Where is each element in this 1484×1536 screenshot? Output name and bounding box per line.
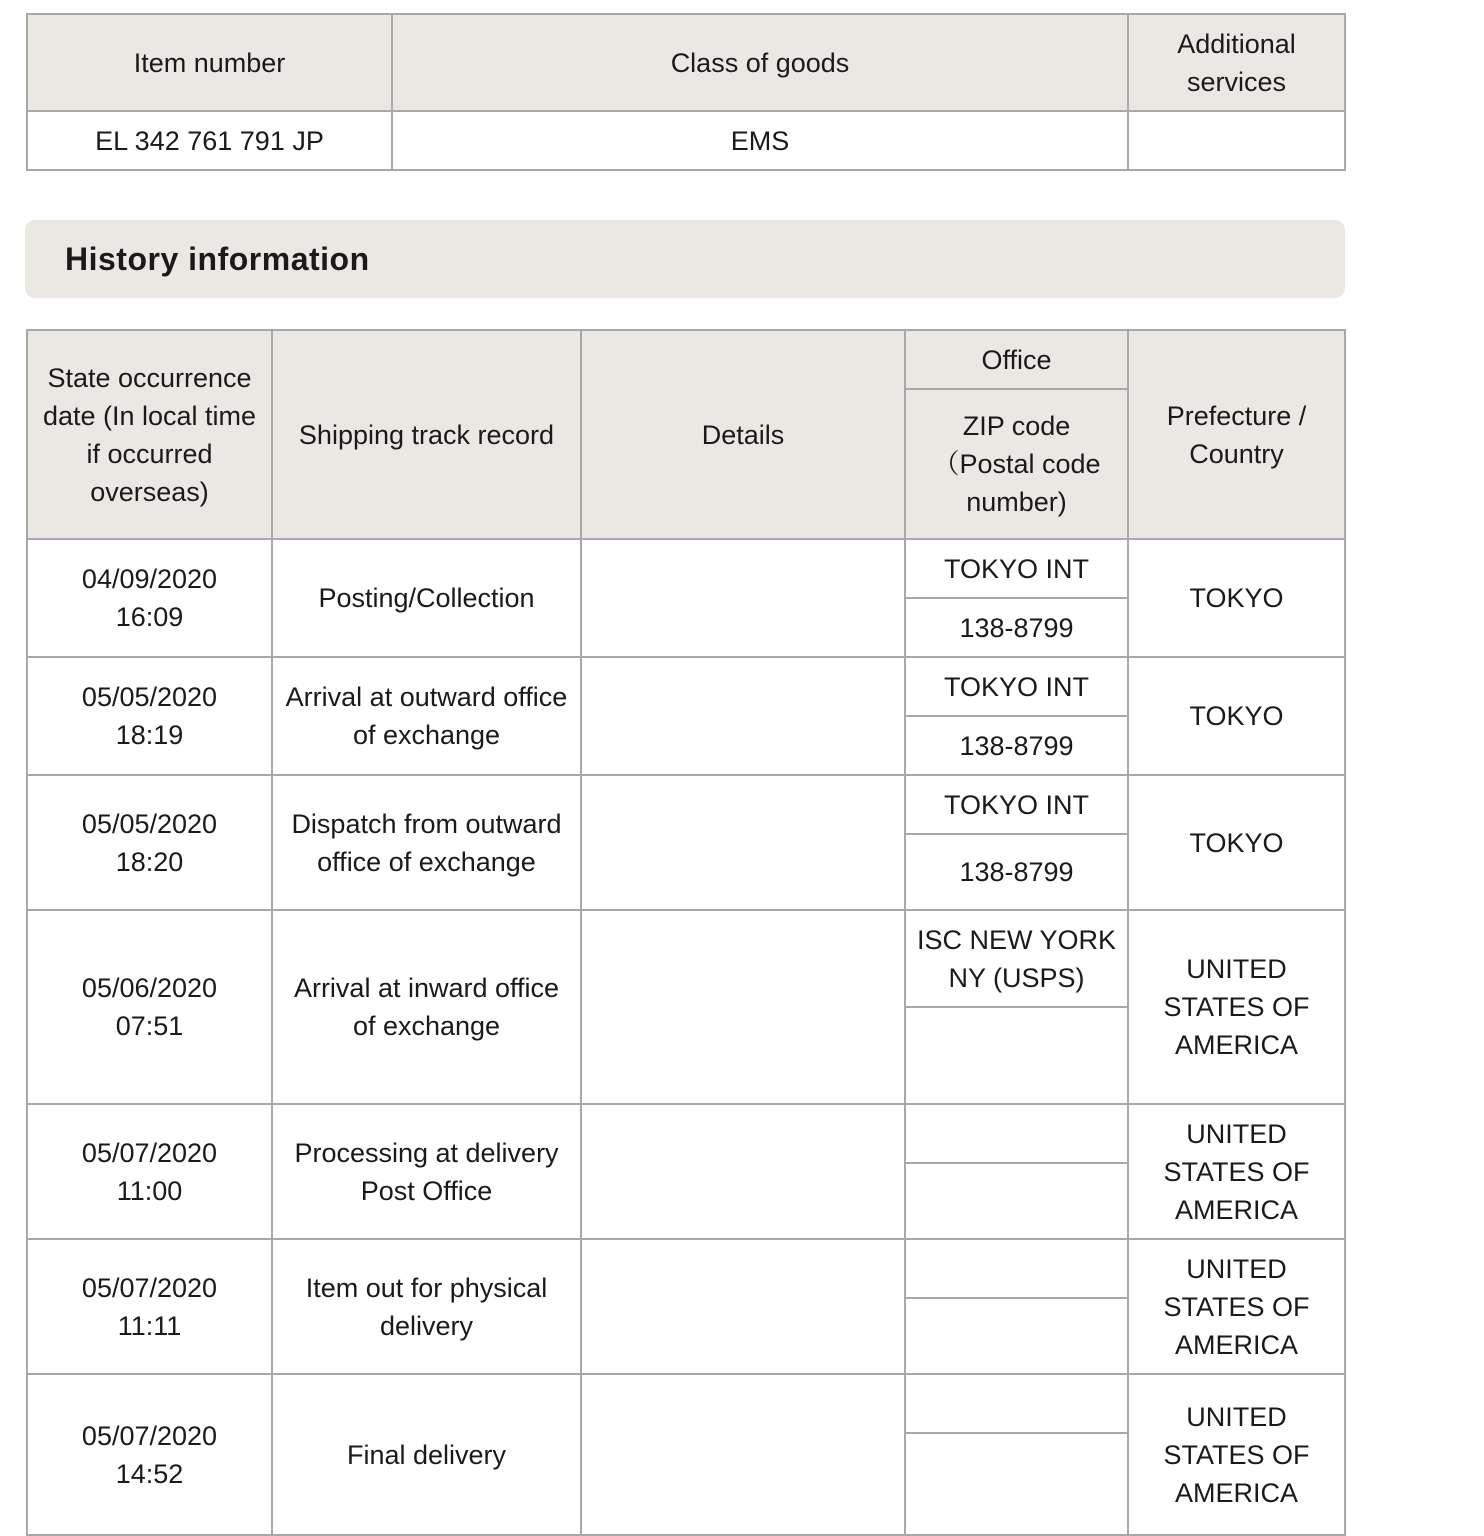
date-value: 05/07/2020 xyxy=(81,1272,218,1303)
date-cell xyxy=(27,1374,272,1535)
history-row xyxy=(27,1239,1345,1298)
item-table-row xyxy=(27,111,1345,170)
office-header: Office xyxy=(905,330,1128,389)
track-cell: Dispatch from outward office of exchange xyxy=(272,775,581,910)
time-value: 11:00 xyxy=(116,1175,183,1206)
time-value: 16:09 xyxy=(115,602,184,632)
zip-cell: 138-8799 xyxy=(905,598,1128,657)
item-info-table xyxy=(26,13,1346,171)
time-value: 07:51 xyxy=(115,1011,184,1041)
prefecture-cell: TOKYO xyxy=(1128,657,1345,775)
prefecture-cell: UNITED STATES OF AMERICA xyxy=(1128,1239,1345,1374)
zip-cell xyxy=(905,1007,1128,1104)
history-table xyxy=(26,329,1346,1536)
office-cell: TOKYO INT xyxy=(905,775,1128,834)
history-row xyxy=(27,1374,1345,1433)
additional-services-header: Additional services xyxy=(1128,14,1345,111)
details-cell xyxy=(581,1374,905,1535)
date-header: State occurrence date (In local time if occurred overseas) xyxy=(27,330,272,539)
office-cell xyxy=(905,1104,1128,1163)
zip-cell: 138-8799 xyxy=(905,716,1128,775)
date-value: 05/07/2020 xyxy=(81,1420,218,1451)
time-value: 11:11 xyxy=(117,1310,182,1341)
history-row xyxy=(27,775,1345,834)
office-cell: TOKYO INT xyxy=(905,657,1128,716)
details-cell xyxy=(581,657,905,775)
prefecture-header: Prefecture / Country xyxy=(1128,330,1345,539)
item-number-header: Item number xyxy=(27,14,392,111)
track-cell: Posting/Collection xyxy=(272,539,581,657)
details-cell xyxy=(581,775,905,910)
history-row xyxy=(27,657,1345,716)
history-row xyxy=(27,1104,1345,1163)
prefecture-cell: TOKYO xyxy=(1128,539,1345,657)
date-value: 05/05/2020 xyxy=(81,808,218,839)
office-cell xyxy=(905,1239,1128,1298)
details-header: Details xyxy=(581,330,905,539)
details-cell xyxy=(581,910,905,1104)
date-value: 05/07/2020 xyxy=(81,1137,218,1168)
prefecture-cell: UNITED STATES OF AMERICA xyxy=(1128,910,1345,1104)
zip-header: ZIP code（Postal code number) xyxy=(905,389,1128,539)
office-cell: ISC NEW YORK NY (USPS) xyxy=(905,910,1128,1007)
history-row xyxy=(27,539,1345,598)
item-number-cell: EL 342 761 791 JP xyxy=(27,111,392,170)
track-header: Shipping track record xyxy=(272,330,581,539)
office-cell: TOKYO INT xyxy=(905,539,1128,598)
track-cell: Arrival at inward office of exchange xyxy=(272,910,581,1104)
date-cell xyxy=(27,657,272,775)
history-row xyxy=(27,910,1345,1007)
zip-cell: 138-8799 xyxy=(905,834,1128,910)
track-cell: Processing at delivery Post Office xyxy=(272,1104,581,1239)
prefecture-cell: TOKYO xyxy=(1128,775,1345,910)
details-cell xyxy=(581,539,905,657)
track-cell: Arrival at outward office of exchange xyxy=(272,657,581,775)
prefecture-cell: UNITED STATES OF AMERICA xyxy=(1128,1374,1345,1535)
zip-cell xyxy=(905,1433,1128,1535)
date-value: 05/06/2020 xyxy=(81,973,218,1003)
class-of-goods-header: Class of goods xyxy=(392,14,1128,111)
zip-cell xyxy=(905,1298,1128,1374)
date-cell xyxy=(27,775,272,910)
date-cell xyxy=(27,1239,272,1374)
time-value: 14:52 xyxy=(115,1458,184,1489)
date-cell xyxy=(27,910,272,1104)
zip-cell xyxy=(905,1163,1128,1239)
date-cell xyxy=(27,1104,272,1239)
date-cell xyxy=(27,539,272,657)
date-value: 05/05/2020 xyxy=(81,682,218,712)
track-cell: Final delivery xyxy=(272,1374,581,1535)
time-value: 18:20 xyxy=(115,846,184,877)
class-of-goods-cell: EMS xyxy=(392,111,1128,170)
prefecture-cell: UNITED STATES OF AMERICA xyxy=(1128,1104,1345,1239)
details-cell xyxy=(581,1104,905,1239)
office-cell xyxy=(905,1374,1128,1433)
history-header-row xyxy=(27,330,1345,389)
item-table-header-row xyxy=(27,14,1345,111)
additional-services-cell xyxy=(1128,111,1345,170)
date-value: 04/09/2020 xyxy=(81,564,218,594)
time-value: 18:19 xyxy=(115,720,184,750)
history-heading: History information xyxy=(25,220,1345,298)
track-cell: Item out for physical delivery xyxy=(272,1239,581,1374)
details-cell xyxy=(581,1239,905,1374)
